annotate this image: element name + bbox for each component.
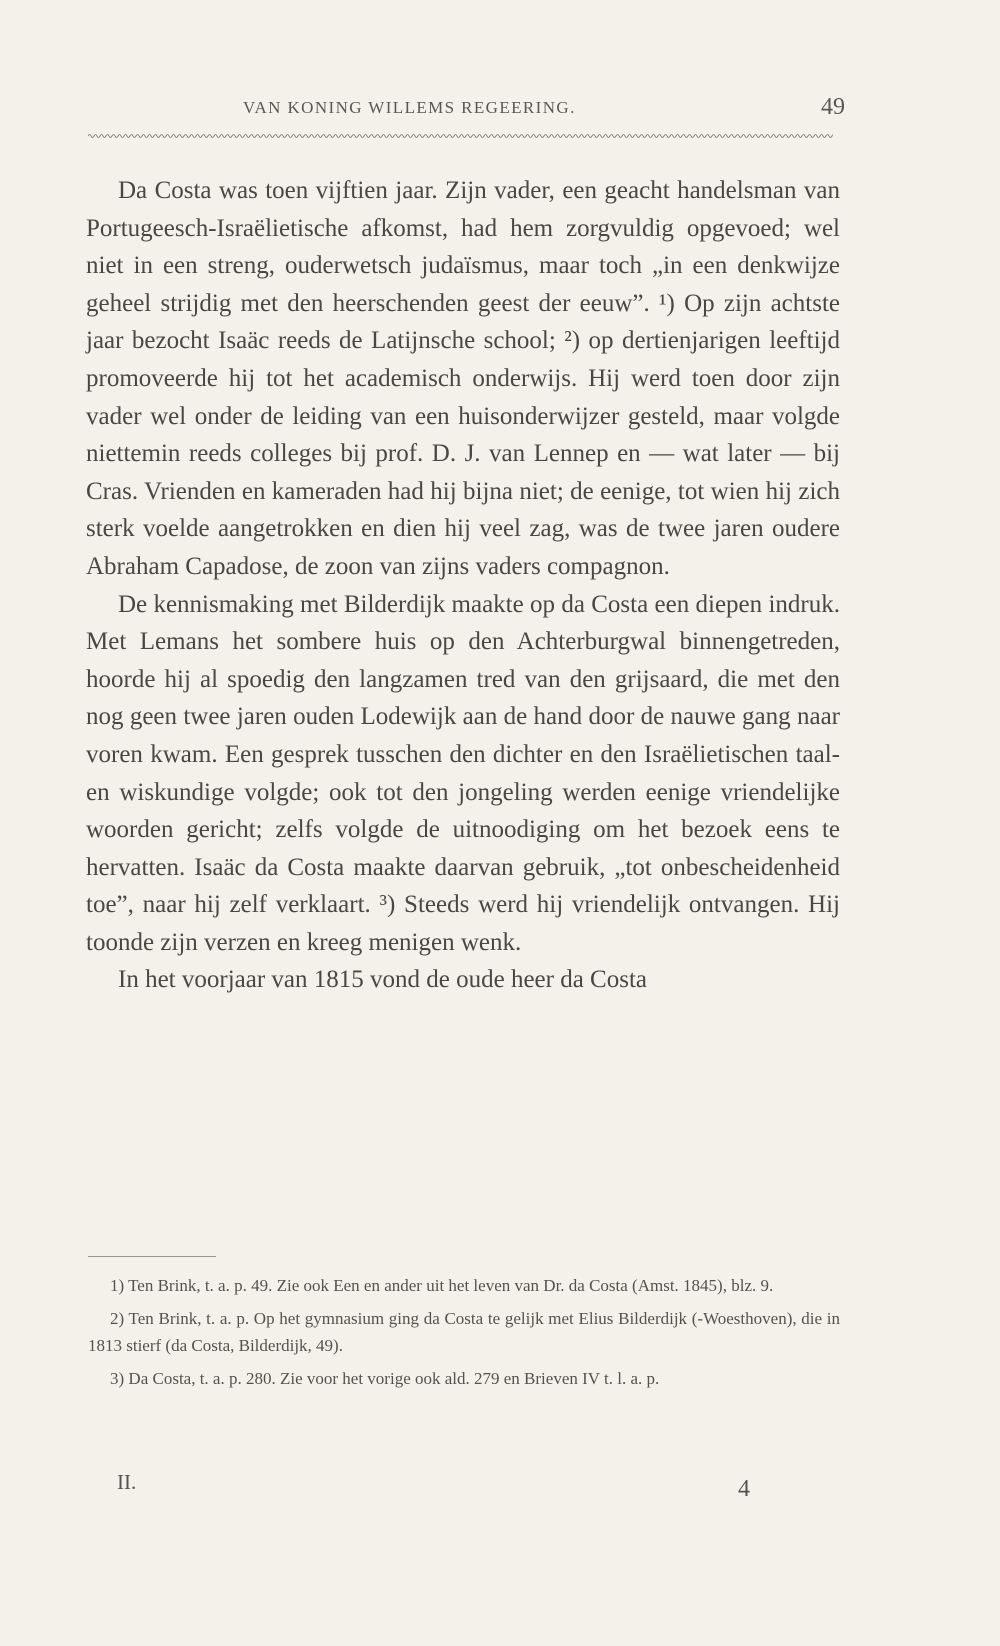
paragraph-2: De kennismaking met Bilderdijk maakte op da Costa een diepen indruk. Met Lemans het sombere huis op den Achterburgwal binnengetreden, hoorde hij al spoedig den langzamen tred van den grijsaard, die met den nog geen twee jaren ouden Lodewijk aan de hand door de nauwe gang naar voren kwam. Een gesprek tusschen den dichter en den Israëlietischen taal- en wiskundige volgde; ook tot den jongeling werden eenige vriendelijke woorden gericht; zelfs volgde de uitnoodiging om het bezoek eens te hervatten. Isaäc da Costa maakte daarvan gebruik, „tot onbescheidenheid toe”, naar hij zelf verklaart. ³) Steeds werd hij vriendelijk ontvangen. Hij toonde zijn verzen en kreeg menigen wenk. xyxy=(86,590,840,956)
main-text xyxy=(86,172,840,999)
footnotes xyxy=(88,1272,840,1398)
running-head-title: VAN KONING WILLEMS REGEERING. xyxy=(243,98,576,117)
footnote-separator xyxy=(88,1256,216,1257)
paragraph-1: Da Costa was toen vijftien jaar. Zijn vader, een geacht handelsman van Portugeesch-Israëlietische afkomst, had hem zorgvuldig opgevoed; wel niet in een streng, ouderwetsch judaïsmus, maar toch „in een denkwijze geheel strijdig met den heerschenden geest der eeuw”. ¹) Op zijn achtste jaar bezocht Isaäc reeds de Latijnsche school; ²) op dertienjarigen leeftijd promoveerde hij tot het academisch onderwijs. Hij werd toen door zijn vader wel onder de leiding van een huisonderwijzer gesteld, maar volgde niettemin reeds colleges bij prof. D. J. van Lennep en — wat later — bij Cras. Vrienden en kameraden had hij bijna niet; de eenige, tot wien hij zich sterk voelde aangetrokken en dien hij veel zag, was de twee jaren oudere Abraham Capadose, de zoon van zijns vaders compagnon. xyxy=(86,177,840,580)
footnote-3: 3) Da Costa, t. a. p. 280. Zie voor het vorige ook ald. 279 en Brieven IV t. l. a. p. xyxy=(110,1369,660,1388)
wavy-rule-divider xyxy=(88,132,833,140)
page-number: 49 xyxy=(821,94,845,120)
paragraph-3: In het voorjaar van 1815 vond de oude heer da Costa xyxy=(118,966,648,994)
signature-mark: II. xyxy=(117,1470,137,1494)
footnote-2: 2) Ten Brink, t. a. p. Op het gymnasium ging da Costa te gelijk met Elius Bilderdijk (-Woesthoven), die in 1813 stierf (da Costa, Bilderdijk, 49). xyxy=(88,1309,840,1355)
signature-number: 4 xyxy=(738,1476,750,1502)
running-header xyxy=(85,94,845,128)
footnote-1: 1) Ten Brink, t. a. p. 49. Zie ook Een en ander uit het leven van Dr. da Costa (Amst. 1845), blz. 9. xyxy=(110,1276,774,1295)
